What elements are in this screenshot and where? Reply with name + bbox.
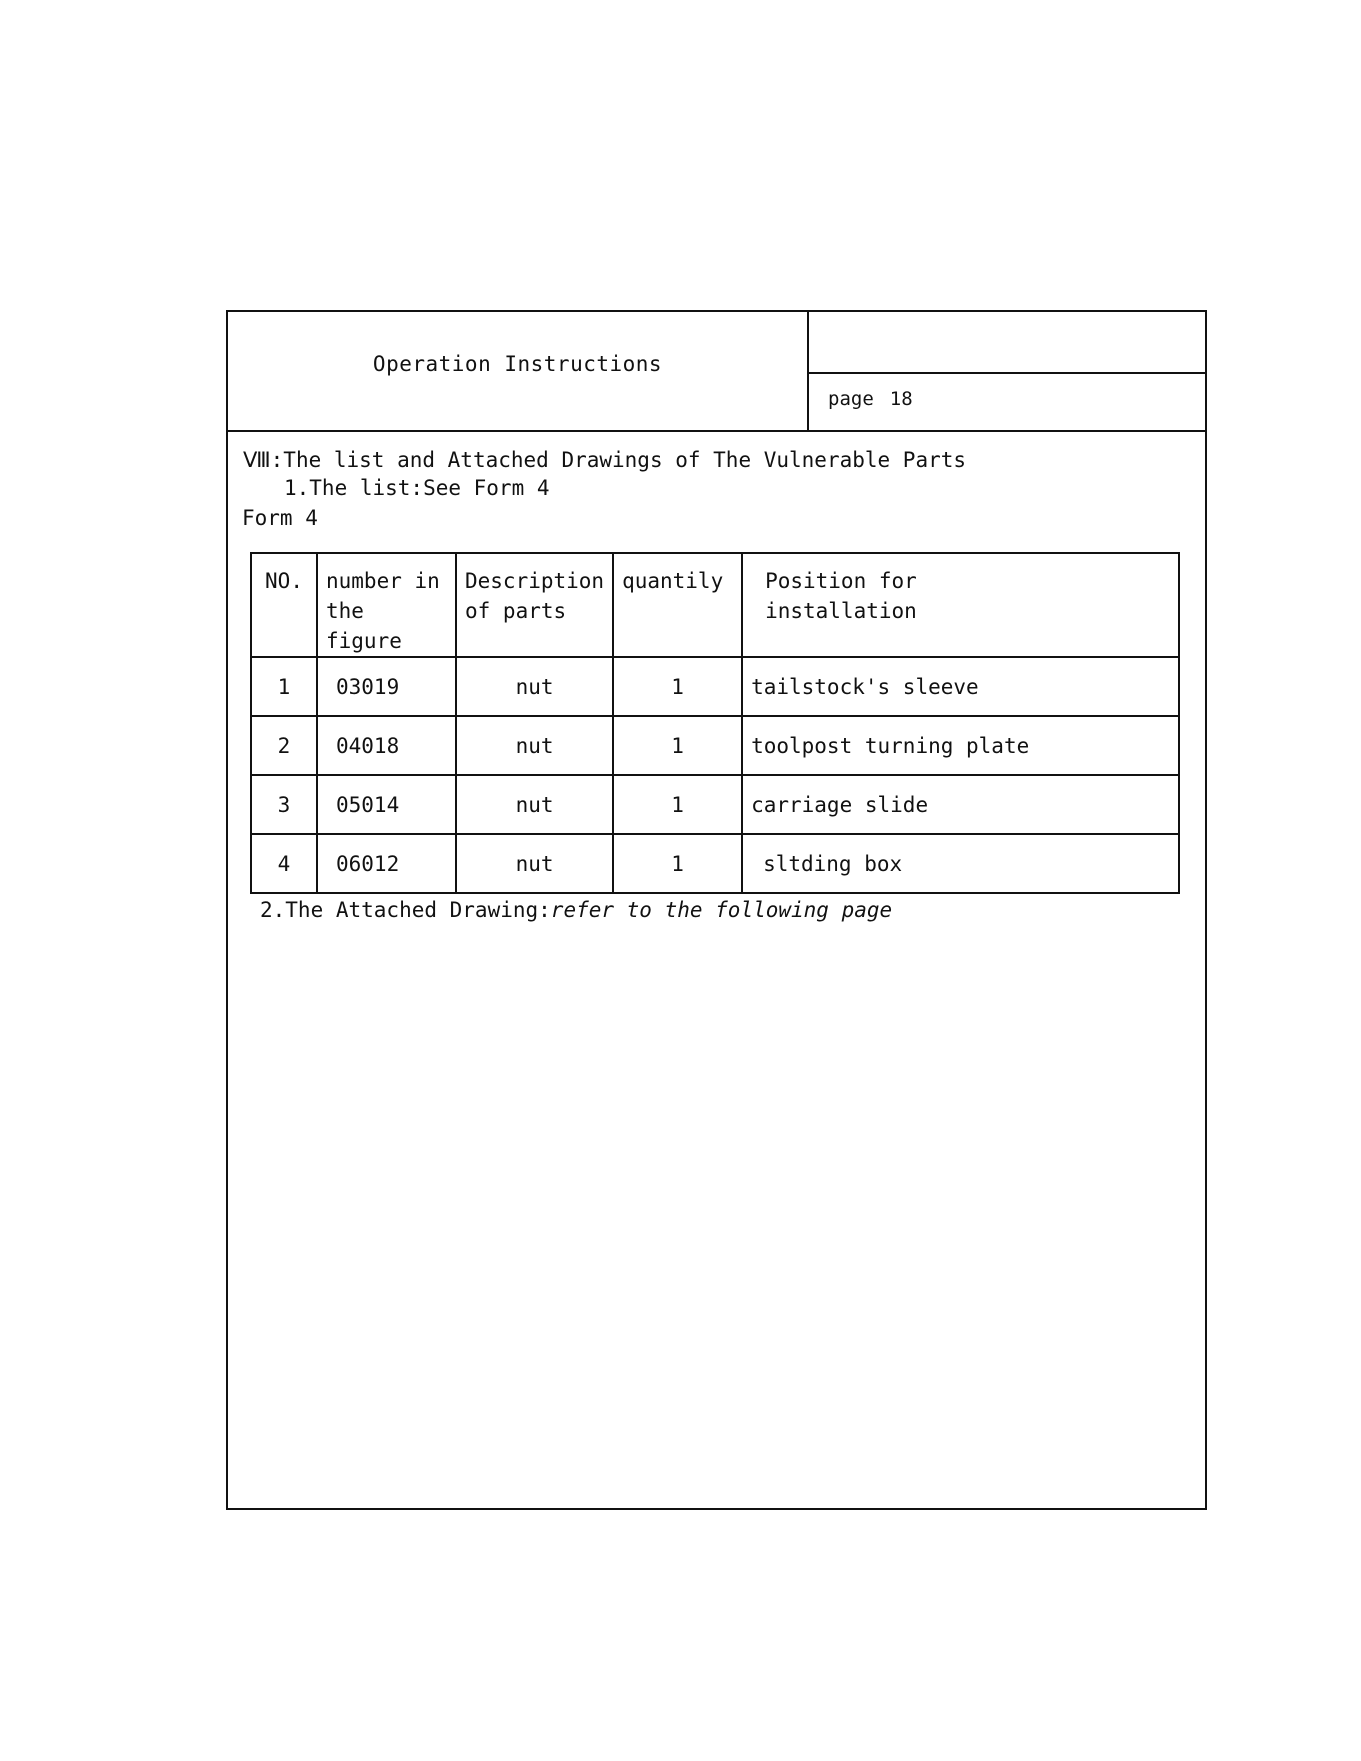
cell-no: 3 [251,775,317,834]
cell-description: nut [456,775,613,834]
cell-quantity: 1 [613,775,742,834]
cell-position: sltding box [742,834,1179,893]
header-description: Description of parts [456,553,613,657]
header-position: Position for installation [742,553,1179,657]
table-row [251,775,1179,834]
table-row [251,657,1179,716]
header-figure-number: number in the figure [317,553,456,657]
cell-description: nut [456,716,613,775]
document-frame [226,310,1207,1510]
cell-figure-number: 05014 [317,775,456,834]
cell-figure-number: 04018 [317,716,456,775]
page-number: 18 [889,388,913,410]
table-header-row [251,553,1179,657]
cell-figure-number: 06012 [317,834,456,893]
document-title: Operation Instructions [372,352,663,376]
section-heading: Ⅷ:The list and Attached Drawings of The Vulnerable Parts [243,448,967,472]
cell-no: 2 [251,716,317,775]
cell-position: carriage slide [742,775,1179,834]
cell-no: 1 [251,657,317,716]
form-label: Form 4 [242,506,318,530]
table-row [251,716,1179,775]
header-right-divider [807,372,1207,374]
attached-drawing-note [260,898,892,922]
attached-drawing-reference: refer to the following page [550,898,893,922]
page-label: page [828,388,874,410]
cell-quantity: 1 [613,834,742,893]
cell-position: tailstock's sleeve [742,657,1179,716]
cell-figure-number: 03019 [317,657,456,716]
list-reference: 1.The list:See Form 4 [284,476,550,500]
attached-drawing-lead: 2.The Attached Drawing: [260,898,551,922]
cell-no: 4 [251,834,317,893]
parts-table [250,552,1180,894]
cell-description: nut [456,834,613,893]
cell-position: toolpost turning plate [742,716,1179,775]
cell-quantity: 1 [613,716,742,775]
header-quantity: quantily [613,553,742,657]
table-row [251,834,1179,893]
cell-quantity: 1 [613,657,742,716]
page-indicator [828,388,913,410]
header-no: NO. [251,553,317,657]
cell-description: nut [456,657,613,716]
header-vertical-divider [807,312,809,430]
header-divider [228,430,1205,432]
